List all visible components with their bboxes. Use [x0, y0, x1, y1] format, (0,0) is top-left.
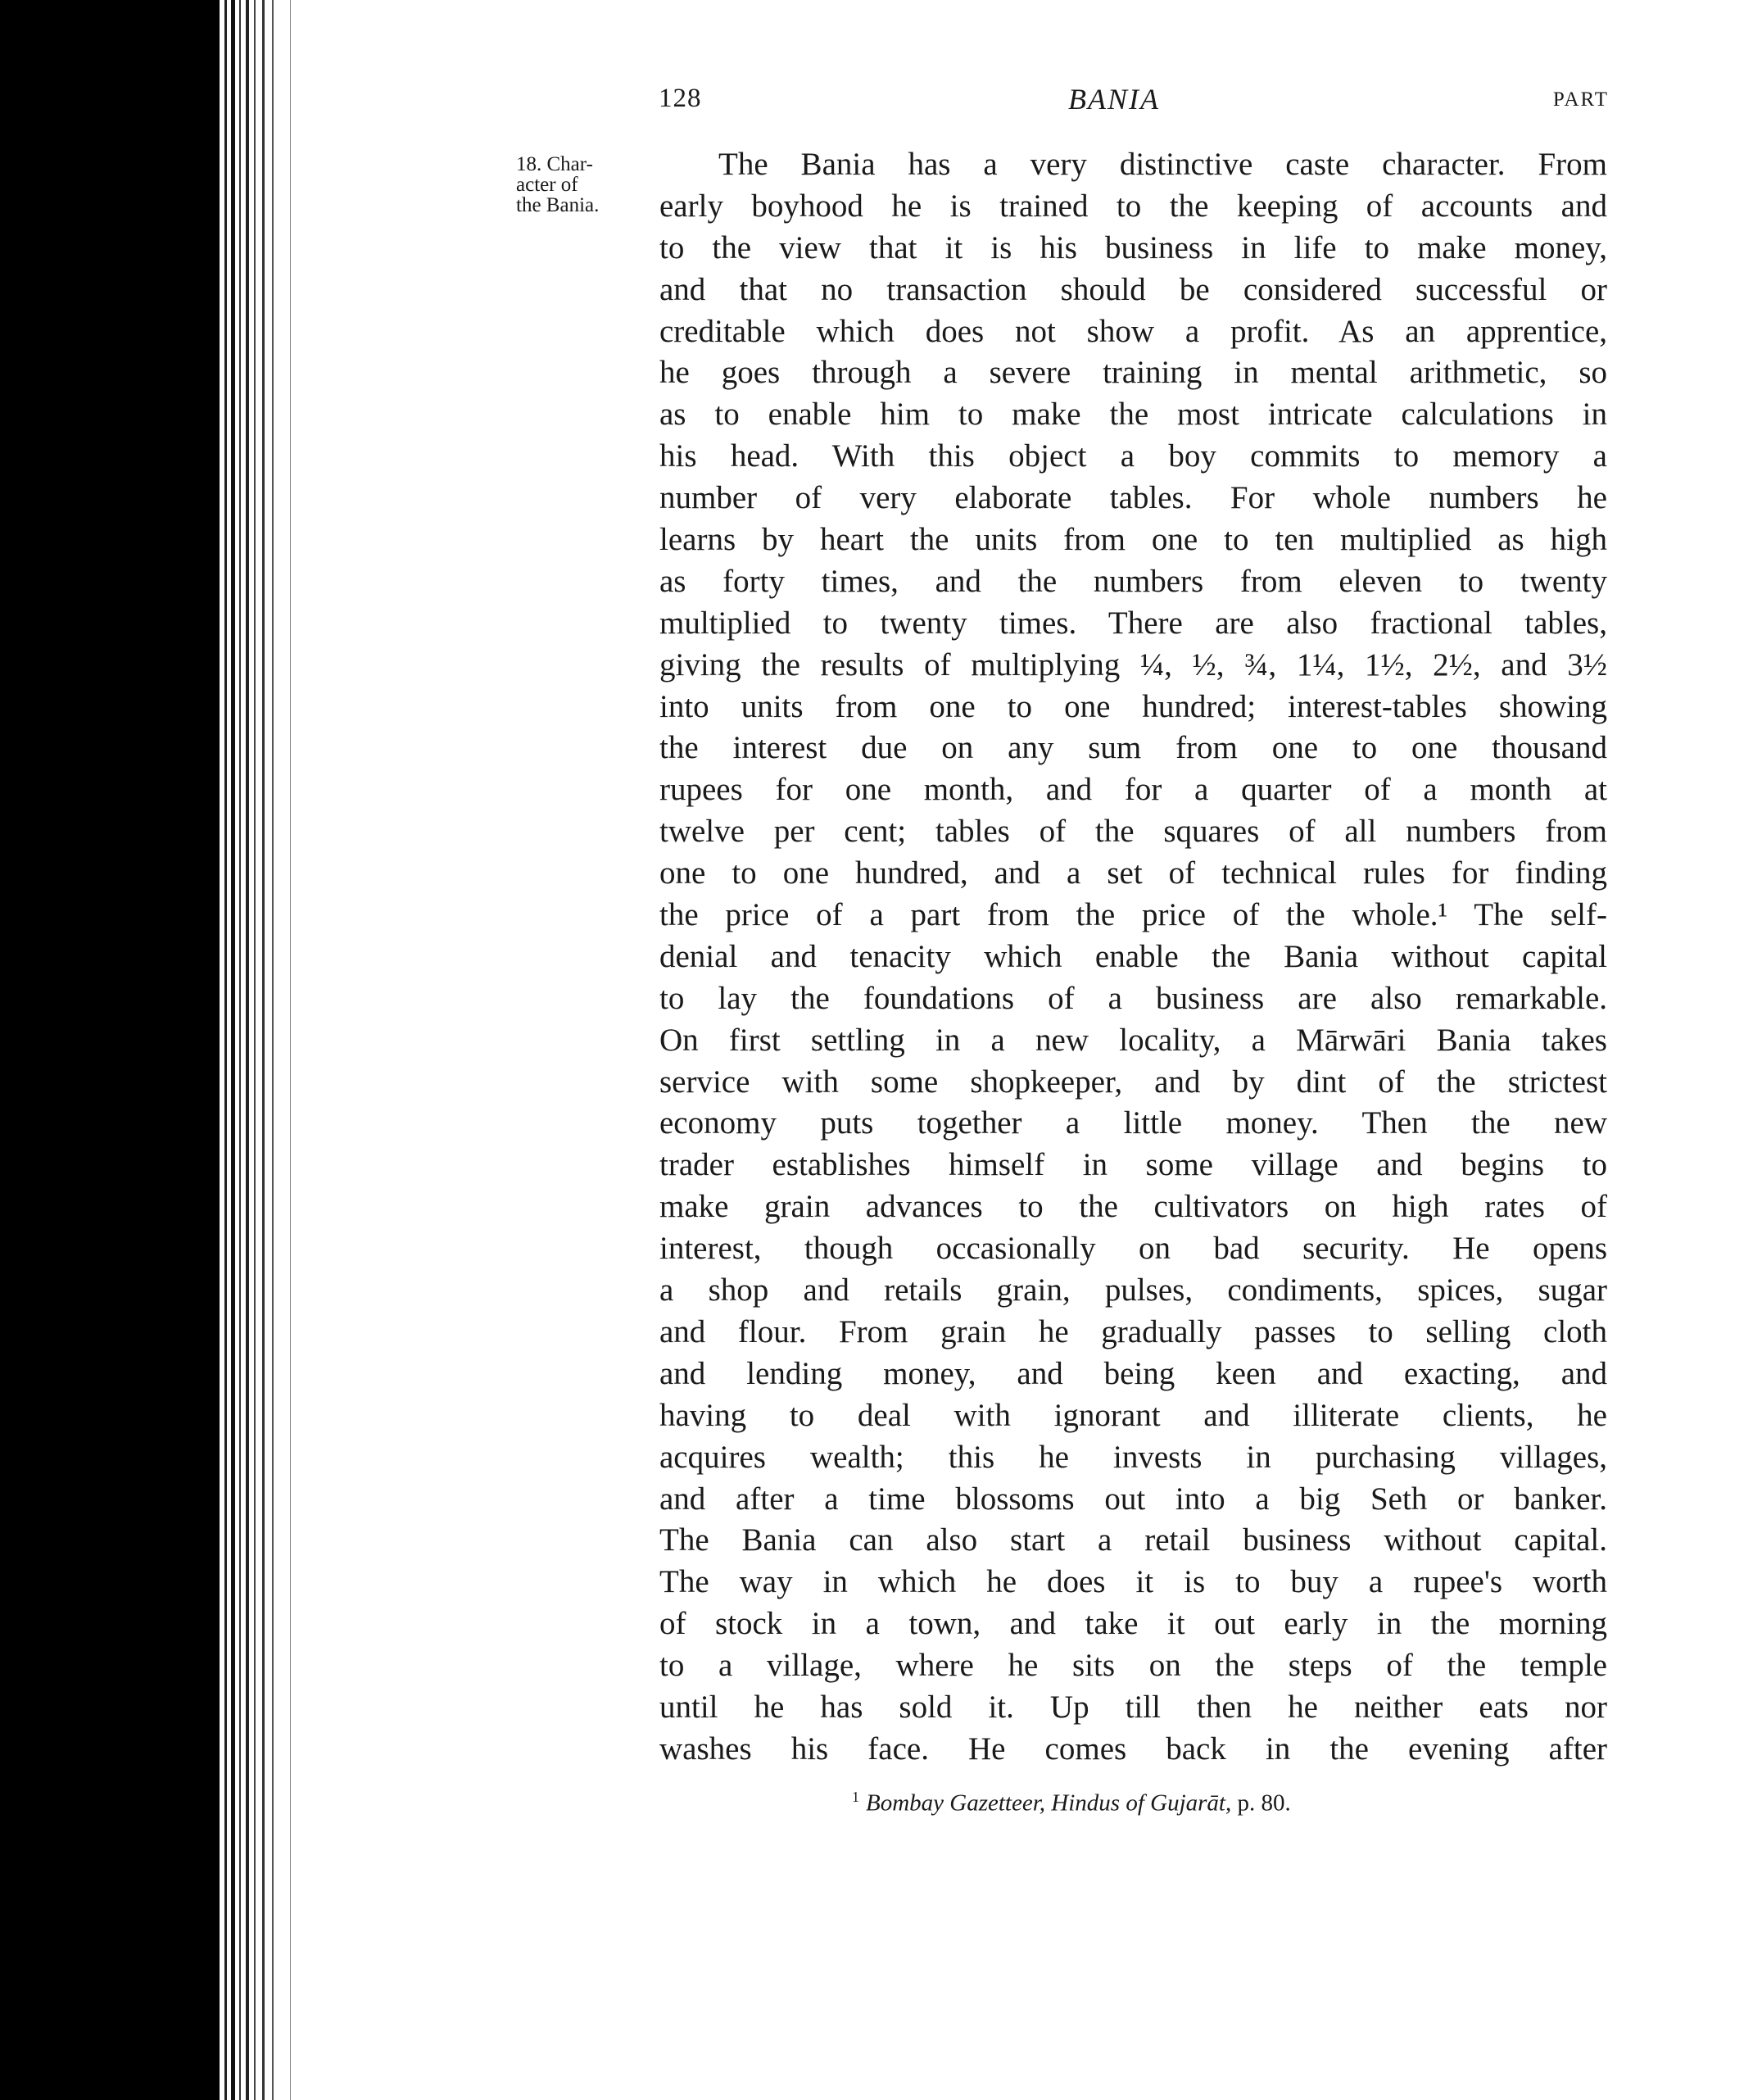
part-label: PART	[1552, 88, 1609, 111]
text-line: The Bania has a very distinctive caste character. From	[718, 147, 1607, 182]
text-line: giving the results of multiplying ¼, ½, ¾, 1¼, 1½, 2½, and 3½	[659, 646, 1607, 683]
text-line: to the view that it is his business in life to make money,	[659, 229, 1607, 265]
body-paragraph	[659, 144, 1607, 1771]
text-line: economy puts together a little money. Then the new	[659, 1105, 1607, 1141]
text-line: one to one hundred, and a set of technical rules for finding	[659, 855, 1607, 891]
text-line: of stock in a town, and take it out early in the morning	[659, 1606, 1607, 1642]
text-line: having to deal with ignorant and illiterate clients, he	[659, 1397, 1607, 1433]
text-line: and after a time blossoms out into a big Seth or banker.	[659, 1481, 1607, 1517]
margin-note-line: 18. Char-	[516, 153, 593, 175]
page-number: 128	[659, 84, 702, 113]
scan-binding-lines	[215, 0, 305, 2100]
text-line: his head. With this object a boy commits to memory a	[659, 438, 1607, 474]
text-line: and that no transaction should be considered successful or	[659, 271, 1607, 307]
margin-note	[516, 154, 639, 215]
text-line: interest, though occasionally on bad security. He opens	[659, 1231, 1607, 1267]
text-line: creditable which does not show a profit. As an apprentice,	[659, 313, 1607, 349]
text-line: rupees for one month, and for a quarter of a month at	[659, 772, 1607, 808]
text-line: he goes through a severe training in mental arithmetic, so	[659, 355, 1607, 391]
text-line: multiplied to twenty times. There are also fractional tables,	[659, 605, 1607, 641]
footnote-marker: 1	[852, 1789, 859, 1805]
text-line: trader establishes himself in some village and begins to	[659, 1147, 1607, 1183]
text-line: as to enable him to make the most intricate calculations in	[659, 397, 1607, 433]
margin-note-line: the Bania.	[516, 194, 600, 216]
text-line: until he has sold it. Up till then he neither eats nor	[659, 1689, 1607, 1725]
text-line: denial and tenacity which enable the Bania without capital	[659, 938, 1607, 974]
text-line: The Bania can also start a retail business without capital.	[659, 1522, 1607, 1558]
text-line: a shop and retails grain, pulses, condiments, spices, sugar	[659, 1272, 1607, 1309]
scan-spine-shadow	[0, 0, 215, 2100]
text-line: to lay the foundations of a business are also remarkable.	[659, 980, 1607, 1016]
text-line: into units from one to one hundred; interest-tables showing	[659, 688, 1607, 724]
text-line: learns by heart the units from one to ten multiplied as high	[659, 522, 1607, 558]
text-line: early boyhood he is trained to the keeping of accounts and	[659, 188, 1607, 224]
text-line: service with some shopkeeper, and by dint of the strictest	[659, 1064, 1607, 1100]
text-line: to a village, where he sits on the steps of the temple	[659, 1648, 1607, 1684]
margin-note-line: acter of	[516, 174, 578, 196]
text-line: washes his face. He comes back in the evening after	[659, 1730, 1607, 1767]
footnote-page: p. 80.	[1237, 1789, 1291, 1817]
text-line: make grain advances to the cultivators on high rates of	[659, 1189, 1607, 1225]
text-line: the interest due on any sum from one to one thousand	[659, 730, 1607, 766]
text-line: the price of a part from the price of the whole.¹ The self-	[659, 897, 1607, 933]
text-line: number of very elaborate tables. For whole numbers he	[659, 480, 1607, 516]
page-header	[659, 79, 1609, 128]
text-line: as forty times, and the numbers from eleven to twenty	[659, 563, 1607, 599]
text-line: The way in which he does it is to buy a rupee's worth	[659, 1564, 1607, 1600]
running-title: BANIA	[1068, 83, 1160, 116]
footnote-source: Bombay Gazetteer, Hindus of Gujarāt,	[866, 1789, 1232, 1817]
text-line: and lending money, and being keen and exacting, and	[659, 1355, 1607, 1391]
text-line: acquires wealth; this he invests in purchasing villages,	[659, 1439, 1607, 1475]
footnote	[852, 1789, 1291, 1817]
text-line: twelve per cent; tables of the squares of all numbers from	[659, 814, 1607, 850]
text-line: On first settling in a new locality, a Mārwāri Bania takes	[659, 1022, 1607, 1058]
text-line: and flour. From grain he gradually passes to selling cloth	[659, 1313, 1607, 1349]
